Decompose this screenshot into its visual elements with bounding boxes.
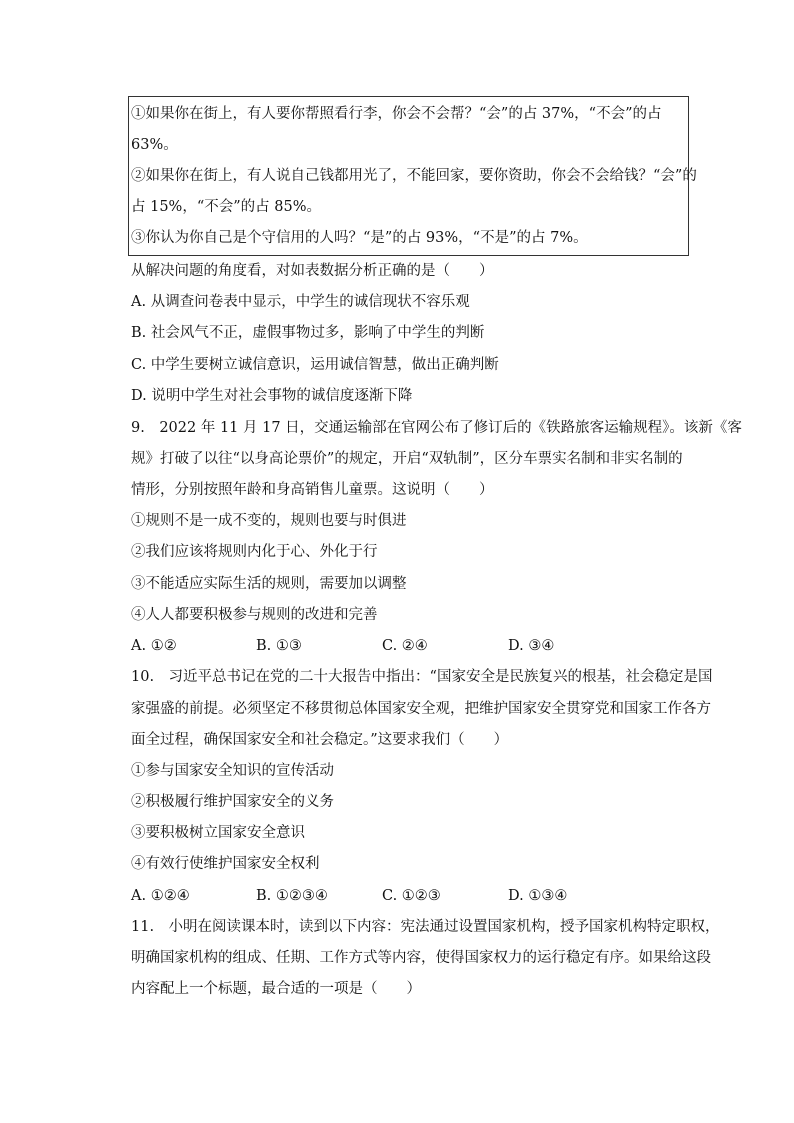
q9-option-b: B. ①③ xyxy=(256,638,302,654)
q8-option-c: C. 中学生要树立诚信意识，运用诚信智慧，做出正确判断 xyxy=(131,357,499,373)
q10-option-c: C. ①②③ xyxy=(382,888,441,904)
q10-option-a: A. ①②④ xyxy=(131,888,190,904)
q10-statement-1: ①参与国家安全知识的宣传活动 xyxy=(131,763,334,779)
q10-statement-2: ②积极履行维护国家安全的义务 xyxy=(131,794,334,810)
q11-stem-line-3: 内容配上一个标题，最合适的一项是（ ） xyxy=(131,981,421,997)
q10-option-d: D. ①③④ xyxy=(508,888,568,904)
q8-stem: 从解决问题的角度看，对如表数据分析正确的是（ ） xyxy=(131,263,494,279)
q8-option-d: D. 说明中学生对社会事物的诚信度逐渐下降 xyxy=(131,388,413,404)
q10-statement-3: ③要积极树立国家安全意识 xyxy=(131,825,305,841)
q9-stem-line-1: 9. 2022 年 11 月 17 日，交通运输部在官网公布了修订后的《铁路旅客运输规程》。该新《客 xyxy=(131,420,742,436)
q8-option-b: B. 社会风气不正，虚假事物过多，影响了中学生的判断 xyxy=(131,325,485,341)
q9-option-d: D. ③④ xyxy=(508,638,555,654)
q11-stem-line-1: 11. 小明在阅读课本时，读到以下内容：宪法通过设置国家机构，授予国家机构特定职权， xyxy=(131,919,720,935)
q9-option-c: C. ②④ xyxy=(382,638,428,654)
table-line-4: 占 15%，“不会”的占 85%。 xyxy=(131,199,322,215)
q10-statement-4: ④有效行使维护国家安全权利 xyxy=(131,856,320,872)
q10-stem-line-2: 家强盛的前提。必须坚定不移贯彻总体国家安全观，把维护国家安全贯穿党和国家工作各方 xyxy=(131,701,711,717)
q8-option-a: A. 从调查问卷表中显示，中学生的诚信现状不容乐观 xyxy=(131,294,470,310)
q10-option-b: B. ①②③④ xyxy=(256,888,328,904)
q9-statement-2: ②我们应该将规则内化于心、外化于行 xyxy=(131,544,378,560)
table-line-5: ③你认为你自己是个守信用的人吗？“是”的占 93%，“不是”的占 7%。 xyxy=(131,230,588,246)
q10-stem-line-1: 10. 习近平总书记在党的二十大报告中指出：“国家安全是民族复兴的根基，社会稳定是国 xyxy=(131,669,713,685)
q9-stem-line-3: 情形，分别按照年龄和身高销售儿童票。这说明（ ） xyxy=(131,482,494,498)
q9-statement-1: ①规则不是一成不变的，规则也要与时俱进 xyxy=(131,513,407,529)
q10-stem-line-3: 面全过程，确保国家安全和社会稳定。”这要求我们（ ） xyxy=(131,732,509,748)
q9-stem-line-2: 规》打破了以往“以身高论票价”的规定，开启“双轨制”，区分车票实名制和非实名制的 xyxy=(131,451,683,467)
q11-stem-line-2: 明确国家机构的组成、任期、工作方式等内容，使得国家权力的运行稳定有序。如果给这段 xyxy=(131,950,711,966)
table-line-2: 63%。 xyxy=(131,137,178,153)
q9-statement-4: ④人人都要积极参与规则的改进和完善 xyxy=(131,607,378,623)
table-line-3: ②如果你在街上，有人说自己钱都用光了，不能回家，要你资助，你会不会给钱？“会”的 xyxy=(131,168,697,184)
q9-statement-3: ③不能适应实际生活的规则，需要加以调整 xyxy=(131,576,407,592)
table-line-1: ①如果你在街上，有人要你帮照看行李，你会不会帮？“会”的占 37%，“不会”的占 xyxy=(131,106,662,122)
q9-option-a: A. ①② xyxy=(131,638,177,654)
